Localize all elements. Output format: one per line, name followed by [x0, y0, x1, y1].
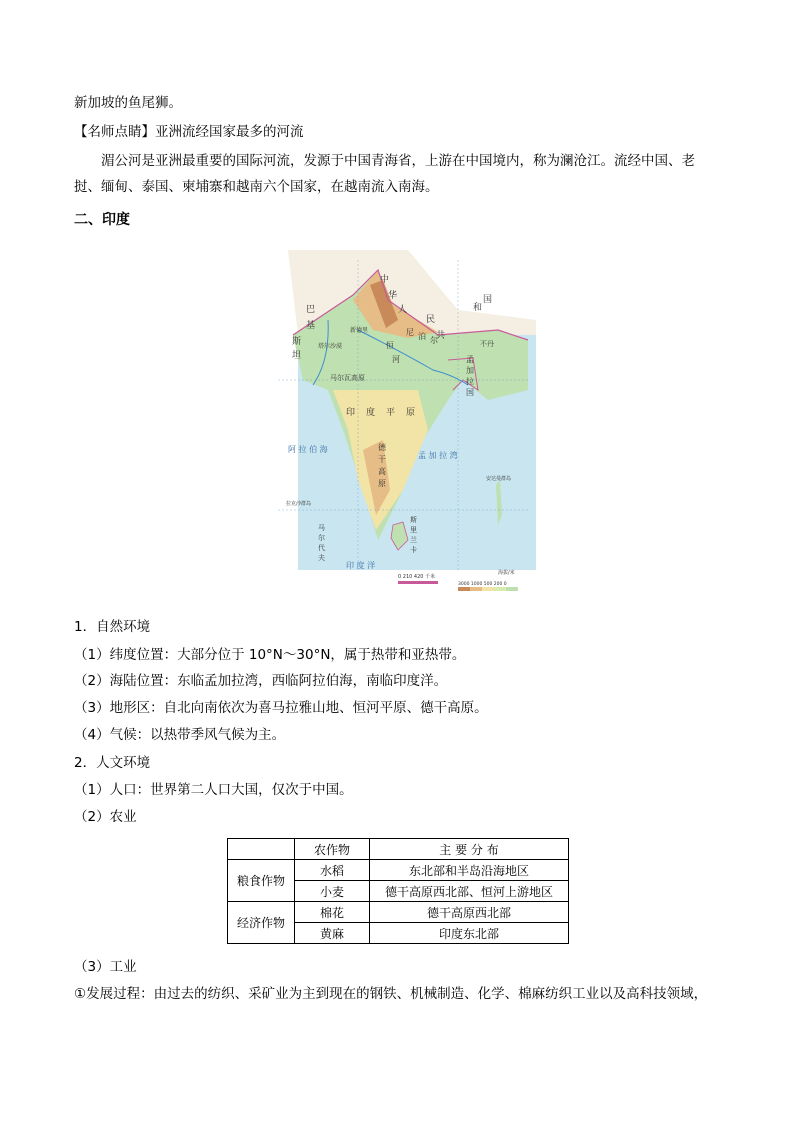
- map-label: 高: [378, 467, 386, 476]
- map-label: 马尔瓦高原: [330, 374, 365, 382]
- map-legend-title: 海拔/米: [498, 570, 515, 576]
- table-group-cell: 经济作物: [228, 902, 295, 944]
- map-label-sea: 印 度 洋: [346, 561, 376, 570]
- map-label: 斯: [292, 337, 302, 347]
- map-label: 加: [466, 366, 474, 375]
- map-label: 和: [473, 303, 483, 313]
- map-label: 河: [392, 355, 400, 364]
- map-label: 原: [378, 479, 386, 488]
- map-label: 坦: [292, 351, 302, 361]
- india-topographic-map: [258, 240, 536, 592]
- map-label-sea: 阿 拉 伯 海: [288, 445, 328, 454]
- map-label: 斯: [410, 516, 417, 524]
- table-header-cell: [228, 839, 295, 860]
- map-label: 平: [386, 408, 396, 418]
- map-scale-bar: [398, 581, 438, 584]
- map-elevation-legend: [458, 587, 518, 591]
- map-label: 民: [426, 315, 436, 325]
- map-scale-label: 0 210 420 千米: [398, 574, 436, 580]
- table-group-cell: 粮食作物: [228, 860, 295, 902]
- map-label: 恒: [386, 341, 394, 350]
- map-label: 卡: [410, 546, 417, 554]
- text-population: （1）人口：世界第二人口大国，仅次于中国。: [74, 782, 353, 798]
- crops-table: [227, 838, 569, 944]
- table-area-cell: 东北部和半岛沿海地区: [370, 860, 569, 881]
- map-label: 国: [483, 295, 493, 305]
- text-sea-land: （2）海陆位置：东临孟加拉湾，西临阿拉伯海，南临印度洋。: [74, 673, 448, 689]
- table-area-cell: 德干高原西北部: [370, 902, 569, 923]
- map-label: 人: [398, 305, 408, 315]
- subsection-human: 2．人文环境: [74, 755, 151, 771]
- text-climate: （4）气候：以热带季风气候为主。: [74, 727, 286, 743]
- text-line-tip-title: 【名师点睛】亚洲流经国家最多的河流: [74, 124, 304, 140]
- map-label: 代: [318, 544, 325, 552]
- table-area-cell: 德干高原西北部、恒河上游地区: [370, 881, 569, 902]
- map-label: 德: [378, 443, 386, 452]
- map-label: 巴: [306, 305, 316, 315]
- text-industry-development: ①发展过程：由过去的纺织、采矿业为主到现在的钢铁、机械制造、化学、棉麻纺织工业以及高科技领域，: [74, 986, 708, 1002]
- map-label: 中: [380, 275, 390, 285]
- map-label: 塔尔沙漠: [318, 343, 343, 350]
- text-agriculture: （2）农业: [74, 809, 137, 825]
- map-label: 印: [346, 408, 356, 418]
- map-label: 干: [378, 455, 386, 464]
- map-label: 拉: [466, 377, 474, 386]
- table-row: [228, 860, 569, 881]
- map-label: 拉克沙群岛: [286, 501, 312, 507]
- map-label: 华: [388, 291, 398, 301]
- table-crop-cell: 小麦: [295, 881, 370, 902]
- table-header-row: [228, 839, 569, 860]
- map-label: 尔: [430, 336, 438, 345]
- text-industry: （3）工业: [74, 959, 137, 975]
- map-label: 夫: [318, 554, 325, 562]
- map-label: 泊: [418, 332, 426, 341]
- map-label: 孟: [466, 355, 474, 364]
- map-legend-values: 3000 1000 500 200 0: [458, 582, 507, 587]
- table-row: [228, 902, 569, 923]
- table-header-cell: 主 要 分 布: [370, 839, 569, 860]
- map-label: 兰: [410, 536, 417, 544]
- map-label: 国: [466, 388, 474, 397]
- text-line-merlion: 新加坡的鱼尾狮。: [74, 95, 182, 111]
- map-label: 马: [318, 524, 325, 532]
- map-label: 不丹: [480, 340, 494, 348]
- text-line-mekong-1: 湄公河是亚洲最重要的国际河流，发源于中国青海省，上游在中国境内，称为澜沧江。流经中国、老: [101, 153, 695, 169]
- table-crop-cell: 黄麻: [295, 923, 370, 944]
- section-heading-india: 二、印度: [74, 212, 130, 228]
- map-label: 里: [410, 526, 417, 534]
- text-latitude: （1）纬度位置：大部分位于 10°N～30°N，属于热带和亚热带。: [74, 647, 466, 663]
- map-label: 尔: [318, 534, 325, 542]
- subsection-natural: 1．自然环境: [74, 619, 151, 635]
- map-label: 原: [406, 408, 416, 418]
- map-label: 新德里: [350, 327, 369, 334]
- table-area-cell: 印度东北部: [370, 923, 569, 944]
- text-terrain: （3）地形区：自北向南依次为喜马拉雅山地、恒河平原、德干高原。: [74, 700, 488, 716]
- table-crop-cell: 水稻: [295, 860, 370, 881]
- map-label: 基: [306, 321, 316, 331]
- table-crop-cell: 棉花: [295, 902, 370, 923]
- map-label: 尼: [406, 328, 414, 337]
- map-label: 度: [366, 408, 376, 418]
- map-label: 共: [436, 331, 446, 341]
- table-header-cell: 农作物: [295, 839, 370, 860]
- map-label-sea: 孟 加 拉 湾: [418, 451, 458, 460]
- map-label: 安达曼群岛: [486, 476, 512, 482]
- text-line-mekong-2: 挝、缅甸、泰国、柬埔寨和越南六个国家，在越南流入南海。: [74, 179, 439, 195]
